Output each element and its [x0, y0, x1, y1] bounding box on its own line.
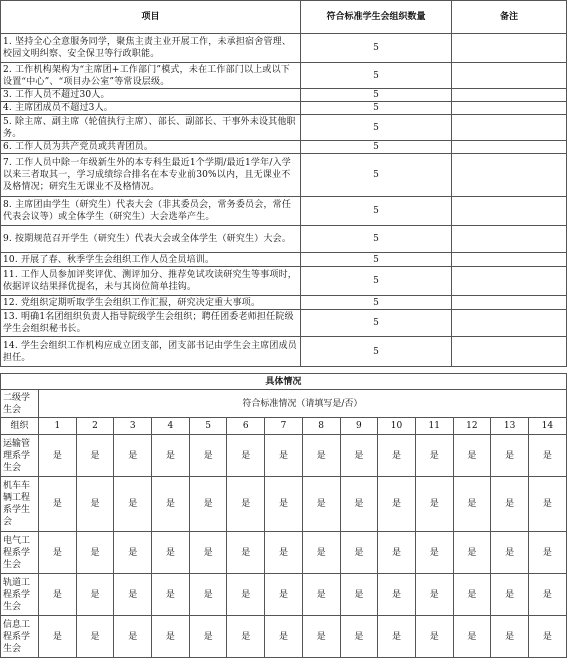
compliance-cell[interactable]: 是: [227, 477, 265, 532]
org-name: 电气工程系学生会: [1, 532, 39, 574]
compliance-cell[interactable]: 是: [152, 435, 190, 477]
item-number: 10: [378, 418, 416, 435]
compliance-cell[interactable]: 是: [114, 435, 152, 477]
criteria-row: [1, 154, 567, 197]
criterion-text: 9. 按期规范召开学生（研究生）代表大会或全体学生（研究生）大会。: [1, 226, 301, 253]
compliance-cell[interactable]: 是: [528, 616, 566, 658]
compliance-cell[interactable]: 是: [491, 477, 529, 532]
item-number: 1: [39, 418, 77, 435]
item-number: 4: [152, 418, 190, 435]
item-number: 14: [528, 418, 566, 435]
org-row: [1, 532, 567, 574]
compliance-cell[interactable]: 是: [378, 574, 416, 616]
compliance-cell[interactable]: 是: [189, 574, 227, 616]
criteria-row: [1, 115, 567, 141]
criterion-count: 5: [301, 102, 452, 115]
criterion-count: 5: [301, 267, 452, 296]
compliance-cell[interactable]: 是: [453, 574, 491, 616]
compliance-cell[interactable]: 是: [265, 477, 303, 532]
criterion-count: 5: [301, 89, 452, 102]
compliance-cell[interactable]: 是: [114, 616, 152, 658]
item-number: 3: [114, 418, 152, 435]
criterion-text: 8. 主席团由学生（研究生）代表大会（非其委员会，常务委员会，常任代表会议等）或全体学生（研究生）大会选举产生。: [1, 197, 301, 226]
org-header: 二级学生会: [1, 390, 39, 418]
compliance-cell[interactable]: 是: [491, 435, 529, 477]
criterion-remark: [452, 115, 567, 141]
criterion-remark: [452, 253, 567, 267]
compliance-cell[interactable]: 是: [453, 435, 491, 477]
org-row: [1, 435, 567, 477]
compliance-cell[interactable]: 是: [39, 532, 77, 574]
compliance-cell[interactable]: 是: [340, 532, 378, 574]
criterion-remark: [452, 310, 567, 337]
item-number: 2: [76, 418, 114, 435]
compliance-cell[interactable]: 是: [265, 435, 303, 477]
compliance-cell[interactable]: 是: [340, 616, 378, 658]
compliance-cell[interactable]: 是: [302, 616, 340, 658]
compliance-cell[interactable]: 是: [528, 532, 566, 574]
compliance-cell[interactable]: 是: [265, 532, 303, 574]
compliance-cell[interactable]: 是: [302, 574, 340, 616]
criterion-remark: [452, 102, 567, 115]
compliance-cell[interactable]: 是: [76, 574, 114, 616]
compliance-cell[interactable]: 是: [265, 574, 303, 616]
criteria-row: [1, 296, 567, 310]
org-name: 轨道工程系学生会: [1, 574, 39, 616]
criterion-text: 10. 开展了春、秋季学生会组织工作人员全员培训。: [1, 253, 301, 267]
criterion-text: 4. 主席团成员不超过3人。: [1, 102, 301, 115]
compliance-cell[interactable]: 是: [39, 435, 77, 477]
compliance-cell[interactable]: 是: [265, 616, 303, 658]
criterion-remark: [452, 337, 567, 367]
criterion-text: 11. 工作人员参加评奖评优、测评加分、推荐免试攻读研究生等事项时，依据评议结果择优提名，未与其岗位简单挂钩。: [1, 267, 301, 296]
criteria-row: [1, 267, 567, 296]
org-name: 运输管理系学生会: [1, 435, 39, 477]
criterion-text: 2. 工作机构架构为“主席团+工作部门”模式，未在工作部门以上或以下设置“中心”、“项目办公室”等常设层级。: [1, 63, 301, 89]
criterion-remark: [452, 226, 567, 253]
item-number: 9: [340, 418, 378, 435]
org-label: 组织: [1, 418, 39, 435]
org-row: [1, 477, 567, 532]
compliance-cell[interactable]: 是: [114, 477, 152, 532]
criterion-count: 5: [301, 296, 452, 310]
compliance-cell[interactable]: 是: [415, 435, 453, 477]
compliance-cell[interactable]: 是: [340, 574, 378, 616]
compliance-cell[interactable]: 是: [114, 532, 152, 574]
compliance-cell[interactable]: 是: [415, 616, 453, 658]
details-table: [0, 373, 567, 658]
criterion-remark: [452, 63, 567, 89]
criteria-row: [1, 337, 567, 367]
compliance-cell[interactable]: 是: [152, 574, 190, 616]
org-name: 信息工程系学生会: [1, 616, 39, 658]
criterion-count: 5: [301, 115, 452, 141]
org-row: [1, 616, 567, 658]
compliance-cell[interactable]: 是: [378, 477, 416, 532]
criterion-text: 5. 除主席、副主席（轮值执行主席）、部长、副部长、干事外未设其他职务。: [1, 115, 301, 141]
compliance-cell[interactable]: 是: [491, 574, 529, 616]
compliance-cell[interactable]: 是: [227, 574, 265, 616]
remark-header: 备注: [452, 1, 567, 34]
compliance-cell[interactable]: 是: [39, 477, 77, 532]
compliance-cell[interactable]: 是: [39, 616, 77, 658]
compliance-cell[interactable]: 是: [415, 574, 453, 616]
criteria-row: [1, 34, 567, 63]
compliance-cell[interactable]: 是: [227, 532, 265, 574]
criterion-count: 5: [301, 63, 452, 89]
compliance-cell[interactable]: 是: [378, 616, 416, 658]
criterion-text: 3. 工作人员不超过30人。: [1, 89, 301, 102]
criterion-count: 5: [301, 141, 452, 154]
criteria-row: [1, 102, 567, 115]
details-title: 具体情况: [1, 374, 567, 390]
compliance-cell[interactable]: 是: [227, 435, 265, 477]
criterion-text: 12. 党组织定期听取学生会组织工作汇报，研究决定重大事项。: [1, 296, 301, 310]
compliance-cell[interactable]: 是: [114, 574, 152, 616]
compliance-cell[interactable]: 是: [415, 532, 453, 574]
criterion-text: 13. 明确1名团组织负责人指导院级学生会组织；聘任团委老师担任院级学生会组织秘书长。: [1, 310, 301, 337]
compliance-cell[interactable]: 是: [189, 435, 227, 477]
criterion-remark: [452, 296, 567, 310]
criterion-count: 5: [301, 310, 452, 337]
count-header: 符合标准学生会组织数量: [301, 1, 452, 34]
details-title-row: [1, 374, 567, 390]
compliance-cell[interactable]: 是: [227, 616, 265, 658]
criterion-remark: [452, 197, 567, 226]
criteria-row: [1, 89, 567, 102]
compliance-cell[interactable]: 是: [189, 616, 227, 658]
criterion-text: 6. 工作人员为共产党员或共青团员。: [1, 141, 301, 154]
item-number: 13: [491, 418, 529, 435]
criterion-remark: [452, 34, 567, 63]
compliance-cell[interactable]: 是: [152, 616, 190, 658]
criteria-row: [1, 197, 567, 226]
compliance-cell[interactable]: 是: [378, 532, 416, 574]
item-number: 11: [415, 418, 453, 435]
compliance-cell[interactable]: 是: [491, 616, 529, 658]
compliance-cell[interactable]: 是: [340, 477, 378, 532]
item-number: 12: [453, 418, 491, 435]
compliance-cell[interactable]: 是: [76, 435, 114, 477]
criteria-row: [1, 226, 567, 253]
details-header-row: [1, 390, 567, 418]
compliance-cell[interactable]: 是: [302, 477, 340, 532]
compliance-cell[interactable]: 是: [453, 616, 491, 658]
compliance-cell[interactable]: 是: [453, 477, 491, 532]
compliance-cell[interactable]: 是: [76, 477, 114, 532]
compliance-cell[interactable]: 是: [152, 532, 190, 574]
criterion-count: 5: [301, 34, 452, 63]
item-number: 7: [265, 418, 303, 435]
item-header: 项目: [1, 1, 301, 34]
compliance-cell[interactable]: 是: [340, 435, 378, 477]
org-row: [1, 574, 567, 616]
compliance-cell[interactable]: 是: [39, 574, 77, 616]
criterion-remark: [452, 267, 567, 296]
criterion-text: 7. 工作人员中除一年级新生外的本专科生最近1个学期/最近1学年/入学以来三者取其一，学习成绩综合排名在本专业前30%以内，且无课业不及格情况；研究生无课业不及格情况。: [1, 154, 301, 197]
compliance-cell[interactable]: 是: [415, 477, 453, 532]
criterion-text: 14. 学生会组织工作机构应成立团支部，团支部书记由学生会主席团成员担任。: [1, 337, 301, 367]
compliance-cell[interactable]: 是: [76, 616, 114, 658]
compliance-cell[interactable]: 是: [528, 574, 566, 616]
criterion-count: 5: [301, 226, 452, 253]
compliance-cell[interactable]: 是: [152, 477, 190, 532]
compliance-cell[interactable]: 是: [453, 532, 491, 574]
criteria-row: [1, 63, 567, 89]
criteria-row: [1, 253, 567, 267]
compliance-cell[interactable]: 是: [528, 477, 566, 532]
compliance-cell[interactable]: 是: [491, 532, 529, 574]
compliance-cell[interactable]: 是: [76, 532, 114, 574]
item-number: 6: [227, 418, 265, 435]
item-number: 8: [302, 418, 340, 435]
criterion-remark: [452, 154, 567, 197]
criterion-count: 5: [301, 197, 452, 226]
criterion-count: 5: [301, 337, 452, 367]
org-name: 机车车辆工程系学生会: [1, 477, 39, 532]
criterion-remark: [452, 141, 567, 154]
criterion-count: 5: [301, 253, 452, 267]
compliance-cell[interactable]: 是: [189, 532, 227, 574]
compliance-cell[interactable]: 是: [302, 532, 340, 574]
criterion-remark: [452, 89, 567, 102]
criterion-text: 1. 坚持全心全意服务同学，聚焦主责主业开展工作，未承担宿舍管理、校园文明纠察、安全保卫等行政职能。: [1, 34, 301, 63]
compliance-cell[interactable]: 是: [302, 435, 340, 477]
criteria-row: [1, 141, 567, 154]
item-number-row: [1, 418, 567, 435]
compliance-cell[interactable]: 是: [378, 435, 416, 477]
compliance-header: 符合标准情况（请填写是/否）: [39, 390, 567, 418]
compliance-cell[interactable]: 是: [189, 477, 227, 532]
compliance-cell[interactable]: 是: [528, 435, 566, 477]
criteria-row: [1, 310, 567, 337]
criterion-count: 5: [301, 154, 452, 197]
criteria-header-row: [1, 1, 567, 34]
item-number: 5: [189, 418, 227, 435]
